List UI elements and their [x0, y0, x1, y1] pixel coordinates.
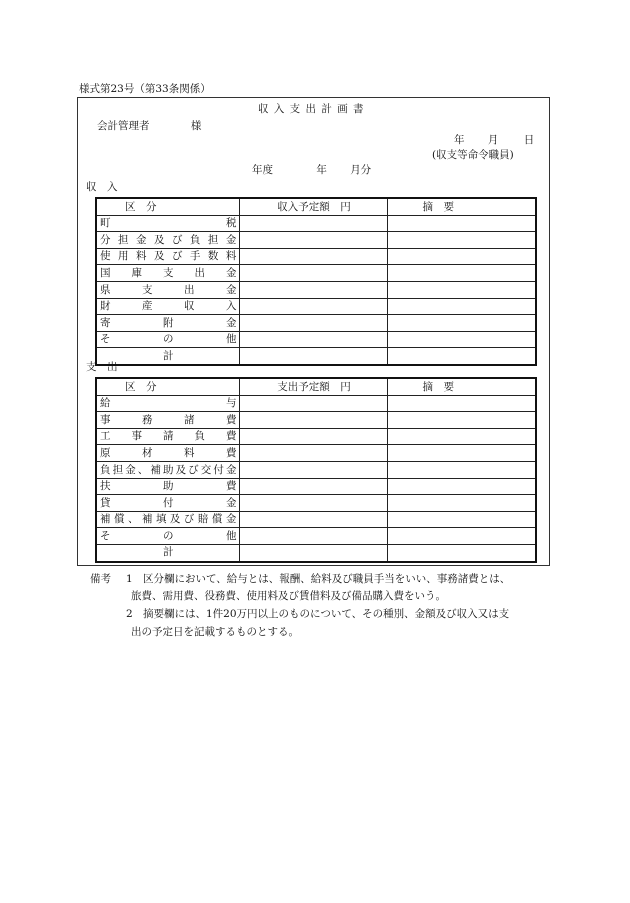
expense-row-category — [96, 395, 240, 412]
date-day: 日 — [523, 134, 535, 146]
income-row-category — [96, 315, 240, 332]
income-header-category: 区 分 — [96, 198, 240, 215]
document-title: 収 入 支 出 計 画 書 — [258, 103, 365, 115]
expense-row-amount[interactable] — [240, 428, 388, 445]
expense-category-label: 工 事 請 負 費 — [100, 430, 237, 443]
expense-row-remarks[interactable] — [388, 461, 536, 478]
period-fiscal: 年度 — [252, 164, 273, 176]
expense-row-category — [96, 461, 240, 478]
expense-row — [96, 528, 536, 545]
expense-row-remarks[interactable] — [388, 528, 536, 545]
income-row — [96, 298, 536, 315]
date-month: 月 — [487, 134, 499, 146]
income-row-remarks[interactable] — [388, 298, 536, 315]
income-row-category — [96, 265, 240, 282]
expense-row — [96, 412, 536, 429]
note-2-line-2: 出の予定日を記載するものとする。 — [131, 626, 299, 638]
note-1-line-1: 区分欄において、給与とは、報酬、給料及び職員手当をいい、事務諸費とは、 — [143, 573, 511, 585]
expense-row-remarks[interactable] — [388, 445, 536, 462]
income-row-remarks[interactable] — [388, 232, 536, 249]
note-2-line-1: 摘要欄には、1件20万円以上のものについて、その種別、金額及び収入又は支 — [143, 608, 510, 620]
addressee-name: 会計管理者 — [97, 120, 150, 132]
expense-total-row — [96, 544, 536, 561]
income-row-amount[interactable] — [240, 315, 388, 332]
income-header-amount: 収入予定額 円 — [240, 198, 388, 215]
expense-header-category: 区 分 — [96, 378, 240, 395]
notes-label: 備考 — [90, 573, 111, 585]
period-line — [252, 165, 371, 176]
income-row — [96, 331, 536, 348]
expense-row-category — [96, 511, 240, 528]
expense-row-category — [96, 412, 240, 429]
income-total-remarks[interactable] — [388, 348, 536, 365]
income-row-amount[interactable] — [240, 298, 388, 315]
expense-row — [96, 511, 536, 528]
period-year: 年 — [316, 164, 327, 176]
income-category-label: 分 担 金 及 び 負 担 金 — [100, 233, 237, 246]
addressee-suffix: 様 — [190, 120, 202, 132]
income-row-remarks[interactable] — [388, 265, 536, 282]
expense-row-amount[interactable] — [240, 478, 388, 495]
income-row-remarks[interactable] — [388, 248, 536, 265]
expense-row-remarks[interactable] — [388, 495, 536, 512]
expense-category-label: 事 務 諸 費 — [100, 413, 237, 426]
note-1-number: 1 — [126, 573, 133, 585]
income-row-remarks[interactable] — [388, 281, 536, 298]
income-section-label: 収 入 — [86, 181, 118, 193]
official-title: (収支等命令職員) — [432, 149, 514, 161]
expense-row-category — [96, 528, 240, 545]
expense-row — [96, 428, 536, 445]
income-category-label: 県 支 出 金 — [100, 283, 237, 296]
expense-row-amount[interactable] — [240, 528, 388, 545]
income-total-row — [96, 348, 536, 365]
income-row-remarks[interactable] — [388, 315, 536, 332]
income-row-category — [96, 298, 240, 315]
expense-row-category — [96, 445, 240, 462]
income-row-amount[interactable] — [240, 232, 388, 249]
expense-row-category — [96, 478, 240, 495]
expense-category-label: 貸 付 金 — [100, 496, 237, 509]
income-category-label: 町 税 — [100, 217, 237, 230]
expense-row-amount[interactable] — [240, 412, 388, 429]
expense-section-label: 支 出 — [86, 361, 118, 373]
date-line — [454, 135, 534, 146]
expense-row-category — [96, 495, 240, 512]
expense-header-row — [96, 378, 536, 395]
income-total-amount[interactable] — [240, 348, 388, 365]
expense-row — [96, 461, 536, 478]
expense-category-label: 原 材 料 費 — [100, 446, 237, 459]
income-row-category — [96, 232, 240, 249]
expense-header-amount: 支出予定額 円 — [240, 378, 388, 395]
expense-table — [95, 377, 537, 563]
income-row-amount[interactable] — [240, 281, 388, 298]
expense-row — [96, 478, 536, 495]
expense-total-label: 計 — [162, 546, 174, 559]
expense-total-amount[interactable] — [240, 544, 388, 561]
income-row — [96, 315, 536, 332]
income-category-label: 国 庫 支 出 金 — [100, 266, 237, 279]
expense-total-label-cell — [96, 544, 240, 561]
income-row-category — [96, 281, 240, 298]
expense-row-amount[interactable] — [240, 495, 388, 512]
expense-row-amount[interactable] — [240, 445, 388, 462]
income-category-label: そ の 他 — [100, 333, 237, 346]
expense-row — [96, 445, 536, 462]
expense-total-remarks[interactable] — [388, 544, 536, 561]
income-header-row — [96, 198, 536, 215]
income-header-remarks: 摘 要 — [388, 198, 536, 215]
expense-row-amount[interactable] — [240, 461, 388, 478]
expense-row-remarks[interactable] — [388, 478, 536, 495]
expense-category-label: 給 与 — [100, 397, 237, 410]
period-month: 月分 — [350, 164, 372, 176]
expense-row — [96, 395, 536, 412]
expense-category-label: 補 償 、 補 填 及 び 賠 償 金 — [100, 513, 237, 526]
expense-row-remarks[interactable] — [388, 428, 536, 445]
expense-row-remarks[interactable] — [388, 395, 536, 412]
expense-category-label: 扶 助 費 — [100, 480, 237, 493]
income-row — [96, 215, 536, 232]
form-number: 様式第23号（第33条関係） — [79, 83, 211, 95]
income-table — [95, 197, 537, 366]
income-row-category — [96, 215, 240, 232]
income-total-label: 計 — [162, 349, 174, 362]
income-row-amount[interactable] — [240, 248, 388, 265]
expense-header-remarks: 摘 要 — [388, 378, 536, 395]
expense-category-label: そ の 他 — [100, 529, 237, 542]
expense-category-label: 負 担 金 、 補 助 及 び 交 付 金 — [100, 463, 237, 476]
expense-row — [96, 495, 536, 512]
income-row-category — [96, 331, 240, 348]
expense-row-category — [96, 428, 240, 445]
income-row-amount[interactable] — [240, 215, 388, 232]
expense-row-remarks[interactable] — [388, 412, 536, 429]
income-category-label: 使 用 料 及 び 手 数 料 — [100, 250, 237, 263]
expense-row-amount[interactable] — [240, 395, 388, 412]
income-row — [96, 265, 536, 282]
income-row — [96, 248, 536, 265]
expense-row-amount[interactable] — [240, 511, 388, 528]
income-category-label: 寄 附 金 — [100, 316, 237, 329]
income-row-amount[interactable] — [240, 265, 388, 282]
expense-row-remarks[interactable] — [388, 511, 536, 528]
income-row-category — [96, 248, 240, 265]
income-row-remarks[interactable] — [388, 215, 536, 232]
note-2-number: 2 — [126, 608, 133, 620]
income-row-remarks[interactable] — [388, 331, 536, 348]
note-1-line-2: 旅費、需用費、役務費、使用料及び賃借料及び備品購入費をいう。 — [131, 590, 446, 602]
date-year: 年 — [454, 134, 465, 146]
income-row-amount[interactable] — [240, 331, 388, 348]
income-row — [96, 281, 536, 298]
addressee — [97, 121, 201, 132]
income-row — [96, 232, 536, 249]
income-category-label: 財 産 収 入 — [100, 300, 237, 313]
